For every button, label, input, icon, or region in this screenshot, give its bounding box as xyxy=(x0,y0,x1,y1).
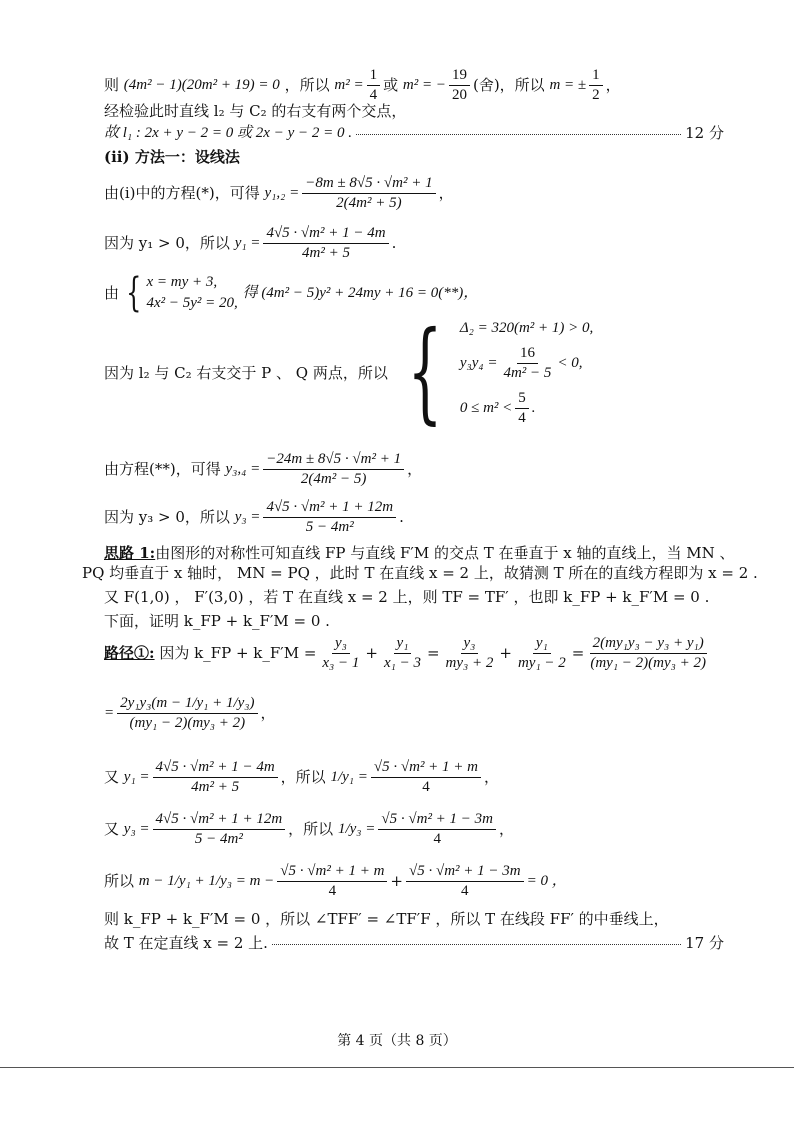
denominator: 5 − 4m² xyxy=(305,519,354,535)
text: 由方程(**)，可得 xyxy=(104,460,221,478)
line-18 xyxy=(104,812,514,847)
line-12 xyxy=(82,566,758,581)
text: (舍)，所以 xyxy=(472,76,545,94)
equation: y₃ = xyxy=(234,509,261,525)
text: 或 xyxy=(383,76,399,94)
idea-heading: 思路 1: xyxy=(104,544,156,562)
denominator: my₃ + 2 xyxy=(445,655,494,671)
leader-dots xyxy=(272,943,681,945)
numerator: √5 · √m² + 1 + m xyxy=(371,760,481,778)
equation: y₃,₄ = xyxy=(225,461,261,477)
text: 又 F(1,0) ， F′(3,0) ，若 T 在直线 x = 2 上，则 TF = TF′ ，也即 k_FP + k_F′M = 0 . xyxy=(104,588,710,606)
text: ，所以 xyxy=(288,820,334,838)
line-21 xyxy=(104,936,724,951)
text: PQ 均垂直于 x 轴时， MN = PQ ，此时 T 在直线 x = 2 上，故猜测 T 所在的直线方程即为 x = 2 . xyxy=(82,564,758,582)
text: 经检验此时直线 l₂ 与 C₂ 的右支有两个交点， xyxy=(104,102,407,120)
equation: 故 l₁ : 2x + y − 2 = 0 或 2x − y − 2 = 0 . xyxy=(104,125,352,141)
text: 所以 xyxy=(104,872,135,890)
numerator: y₁ xyxy=(394,636,412,654)
equation: m² = − xyxy=(402,77,446,93)
line-19: 所以 m − 1/y₁ + 1/y₃ = m − $\frac{\text{√5 · √m² + 1 + m}}{4}$ + $\frac{\text{√5 · √m² + 1 − 3m}}{4}$ = 0 ， xyxy=(104,863,567,899)
line-15: 路径①: 因为 k_FP + k_F′M = $\frac{\text{y₃}}{\text{x₃ − 1}}$ + $\frac{\text{y₁}}{\text{x₁ − 3}}$ = $\frac{\text{y₃}}{\text{my₃ + 2}}$ + $\frac{\text{y₁}}{\text{my₁ − 2}}$ = $\frac{\text{2(my₁y₃ − y₃ + y₁)}}{\text{(my₁ − 2)(my₃ + 2)}}$ xyxy=(104,636,712,671)
text: 因为 k_FP + k_F′M = xyxy=(159,644,317,662)
text: 由 xyxy=(104,283,120,302)
equation: y₁ = xyxy=(123,769,150,785)
numerator: 4√5 · √m² + 1 − 4m xyxy=(153,760,278,778)
equation: y₃ = xyxy=(123,821,150,837)
numerator: √5 · √m² + 1 − 3m xyxy=(378,812,496,830)
denominator: 4 xyxy=(433,831,441,847)
condition-system xyxy=(390,306,594,435)
line-13 xyxy=(104,590,709,605)
numerator: −8m ± 8√5 · √m² + 1 xyxy=(302,176,435,194)
numerator: y₃ xyxy=(332,636,350,654)
text: 因为 y₃ > 0，所以 xyxy=(104,508,230,526)
fraction: $\frac{1}{2}$ xyxy=(589,68,603,103)
left-brace: { xyxy=(126,270,142,316)
line-5 xyxy=(104,176,454,211)
line-20 xyxy=(104,912,669,927)
denominator: 4 xyxy=(328,883,337,899)
fraction xyxy=(117,696,257,731)
fraction: $\frac{1}{4}$ xyxy=(367,68,381,103)
denominator: 5 − 4m² xyxy=(194,831,243,847)
text: ，所以 xyxy=(280,768,326,786)
numerator: 16 xyxy=(517,346,538,364)
text: ，所以 xyxy=(284,76,330,94)
line-14 xyxy=(104,614,330,629)
score-label: 12 分 xyxy=(685,124,724,142)
text: 又 xyxy=(104,768,120,786)
text: = 0 ， xyxy=(526,873,567,889)
denominator: 2(4m² + 5) xyxy=(336,195,402,211)
numerator: √5 · √m² + 1 − 3m xyxy=(406,864,524,882)
denominator: 4m² + 5 xyxy=(302,245,350,261)
text: 则 xyxy=(104,76,120,94)
line-9 xyxy=(104,452,422,487)
text: ， xyxy=(499,820,515,838)
text: ， xyxy=(260,704,276,722)
lhs: 0 ≤ m² < xyxy=(459,400,513,416)
denominator: 2(4m² − 5) xyxy=(300,471,367,487)
line-16: = $\frac{\text{2y₁y₃(m − 1/y₁ + 1/y₃)}}{\text{(my₁ − 2)(my₃ + 2)}}$ ， xyxy=(104,695,276,731)
condition-3 xyxy=(460,388,593,429)
fraction xyxy=(263,226,388,261)
text: 由(i)中的方程(*)，可得 xyxy=(104,184,260,202)
numerator: √5 · √m² + 1 + m xyxy=(277,864,387,882)
rhs: . xyxy=(531,400,536,416)
numerator: 5 xyxy=(515,391,529,409)
text: 由图形的对称性可知直线 FP 与直线 F′M 的交点 T 在垂直于 x 轴的直线上，当 MN 、 xyxy=(155,544,735,562)
condition-2 xyxy=(460,343,593,384)
line-17 xyxy=(104,760,499,795)
lhs: y₃y₄ = xyxy=(459,355,498,371)
fraction xyxy=(302,176,435,211)
denominator: 4m² + 5 xyxy=(191,779,240,795)
text: ， xyxy=(438,184,454,202)
equation: (4m² − 1)(20m² + 19) = 0 xyxy=(123,77,280,93)
text: . xyxy=(399,508,404,526)
numerator: −24m ± 8√5 · √m² + 1 xyxy=(263,452,404,470)
text: ， xyxy=(605,76,621,94)
equation: m² = xyxy=(334,77,364,93)
left-brace: { xyxy=(407,306,443,435)
text: 故 T 在定直线 x = 2 上. xyxy=(104,934,268,952)
numerator: 2y₁y₃(m − 1/y₁ + 1/y₃) xyxy=(117,696,257,714)
text: 因为 l₂ 与 C₂ 右支交于 P 、 Q 两点，所以 xyxy=(104,364,388,382)
numerator: 2(my₁y₃ − y₃ + y₁) xyxy=(590,636,707,654)
text: 因为 y₁ > 0，所以 xyxy=(104,234,230,252)
system-eq-1: x = my + 3, xyxy=(146,274,218,290)
equation: 1/y₁ = xyxy=(330,769,368,785)
line-3 xyxy=(104,126,724,141)
denominator: (my₁ − 2)(my₃ + 2) xyxy=(590,655,706,671)
numerator: y₁ xyxy=(533,636,551,654)
denominator: x₁ − 3 xyxy=(383,655,421,671)
condition-1: Δ₂ = 320(m² + 1) > 0, xyxy=(459,320,594,336)
equation-system xyxy=(121,272,238,314)
section-heading: (ii) 方法一：设线法 xyxy=(104,148,240,166)
equation: y₁,₂ = xyxy=(264,185,300,201)
line-4 xyxy=(104,150,240,165)
system-eq-2: 4x² − 5y² = 20, xyxy=(146,295,238,311)
line-6 xyxy=(104,226,396,261)
numerator: 4√5 · √m² + 1 − 4m xyxy=(263,226,388,244)
line-11 xyxy=(104,546,735,561)
numerator: y₃ xyxy=(461,636,479,654)
rhs: < 0, xyxy=(557,355,583,371)
numerator: 4√5 · √m² + 1 + 12m xyxy=(153,812,286,830)
text: . xyxy=(391,234,397,252)
leader-dots xyxy=(356,133,681,135)
denominator: 4 xyxy=(461,883,469,899)
page-footer: 第 4 页（共 8 页） xyxy=(337,1033,457,1049)
equation: 1/y₃ = xyxy=(337,821,376,837)
score-label: 17 分 xyxy=(685,934,724,952)
equation: m − 1/y₁ + 1/y₃ = m − xyxy=(138,873,275,889)
bottom-rule xyxy=(0,1067,794,1068)
path-heading: 路径①: xyxy=(104,644,155,662)
fraction xyxy=(263,452,404,487)
denominator: 4 xyxy=(518,410,526,426)
denominator: 4m² − 5 xyxy=(503,365,552,381)
numerator: 4√5 · √m² + 1 + 12m xyxy=(263,500,396,518)
fraction xyxy=(263,500,396,535)
text: 下面，证明 k_FP + k_F′M = 0 . xyxy=(104,612,330,630)
line-1 xyxy=(104,68,621,103)
equation: m = ± xyxy=(549,77,587,93)
text: ， xyxy=(484,768,500,786)
text: 又 xyxy=(104,820,120,838)
denominator: x₃ − 1 xyxy=(322,655,360,671)
equation: y₁ = xyxy=(234,235,261,251)
text: 则 k_FP + k_F′M = 0 ，所以 ∠TFF′ = ∠TF′F ，所以 T 在线段 FF′ 的中垂线上， xyxy=(104,910,669,928)
line-2 xyxy=(104,104,406,119)
text: ， xyxy=(407,460,423,478)
line-8 xyxy=(104,306,594,435)
denominator: (my₁ − 2)(my₃ + 2) xyxy=(129,715,246,731)
equation: 得 (4m² − 5)y² + 24my + 16 = 0(**)， xyxy=(242,284,479,301)
denominator: 4 xyxy=(422,779,430,795)
line-10 xyxy=(104,500,404,535)
denominator: my₁ − 2 xyxy=(517,655,566,671)
fraction: $\frac{19}{20}$ xyxy=(449,68,470,103)
